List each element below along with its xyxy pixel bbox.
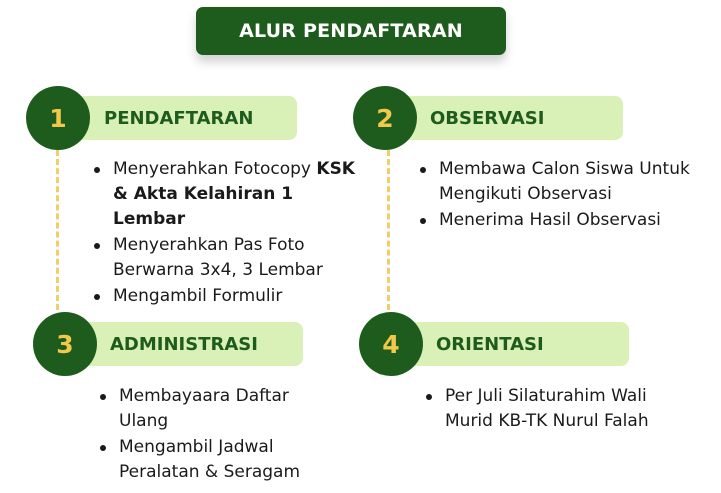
step-2-number-badge (353, 86, 417, 150)
step-2-label: OBSERVASI (430, 107, 545, 129)
step-3-list (94, 384, 329, 486)
step-4-list (420, 384, 690, 435)
list-item-text: Menerima Hasil Observasi (439, 210, 661, 230)
list-item-text: Membawa Calon Siswa Untuk Mengikuti Observasi (439, 159, 690, 204)
list-item (420, 384, 690, 434)
list-item (414, 208, 699, 233)
step-1-connector (56, 150, 59, 310)
step-3-number: 3 (56, 329, 74, 359)
page-title: ALUR PENDAFTARAN (196, 7, 506, 55)
step-1-list (88, 157, 358, 310)
step-4-number: 4 (382, 329, 400, 359)
step-4-label: ORIENTASI (436, 333, 544, 355)
list-item-bold-text: KSK & Akta Kelahiran 1 Lembar (113, 159, 355, 229)
step-2-list (414, 157, 699, 234)
list-item-text: Menyerahkan Pas Foto Berwarna 3x4, 3 Lembar (113, 235, 323, 280)
step-3-label: ADMINISTRASI (110, 333, 258, 355)
list-item-text: Per Juli Silaturahim Wali Murid KB-TK Nurul Falah (445, 386, 649, 431)
list-item-text: Mengambil Jadwal Peralatan & Seragam (119, 437, 300, 482)
step-1-label: PENDAFTARAN (104, 107, 254, 129)
step-1-number-badge (26, 86, 90, 150)
list-item-text: Membayaara Daftar Ulang (119, 386, 289, 431)
list-item (94, 435, 329, 485)
step-3-number-badge (33, 312, 97, 376)
list-item (88, 233, 358, 283)
list-item (94, 384, 329, 434)
step-2-number: 2 (376, 103, 394, 133)
step-4-number-badge (359, 312, 423, 376)
list-item (88, 284, 358, 309)
list-item (88, 157, 358, 232)
list-item-text: Menyerahkan Fotocopy (113, 159, 311, 179)
step-1-number: 1 (49, 103, 67, 133)
list-item-text: Mengambil Formulir (113, 286, 283, 306)
list-item (414, 157, 699, 207)
step-2-connector (387, 150, 390, 310)
